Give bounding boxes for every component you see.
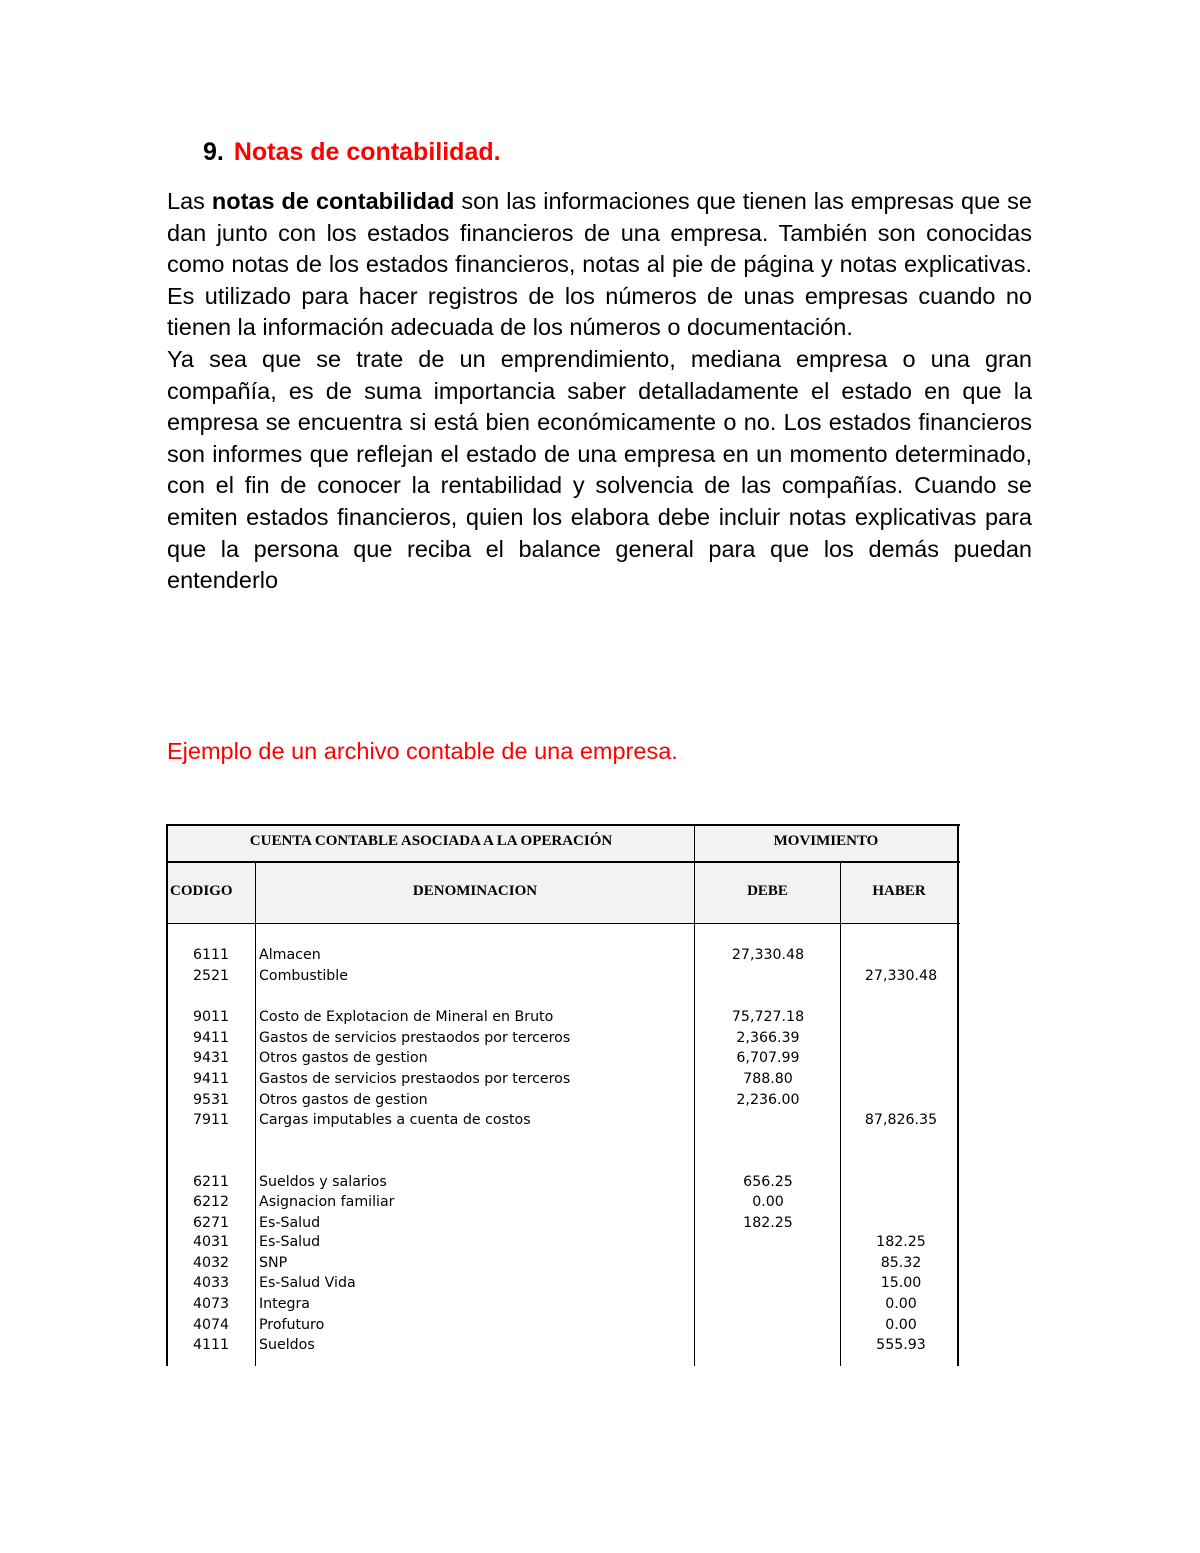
row-15-codigo: 4073 <box>192 1296 230 1312</box>
paragraph-1 <box>167 186 1032 344</box>
row-13-denominacion: SNP <box>259 1255 288 1271</box>
row-4-codigo: 9411 <box>192 1030 230 1046</box>
column-header-denominacion: DENOMINACION <box>412 883 538 899</box>
row-11-debe: 182.25 <box>743 1215 793 1231</box>
section-heading <box>203 138 501 167</box>
row-3-codigo: 9011 <box>192 1009 230 1025</box>
row-15-haber: 0.00 <box>885 1296 917 1312</box>
row-12-haber: 182.25 <box>876 1234 926 1250</box>
row-12-codigo: 4031 <box>192 1234 230 1250</box>
row-14-denominacion: Es-Salud Vida <box>259 1275 356 1291</box>
row-13-haber: 85.32 <box>880 1255 922 1271</box>
table-top-border <box>166 824 960 826</box>
row-2-haber: 27,330.48 <box>864 968 938 984</box>
column-header-debe: DEBE <box>747 883 788 899</box>
row-5-codigo: 9431 <box>192 1050 230 1066</box>
row-4-debe: 2,366.39 <box>736 1030 800 1046</box>
row-8-codigo: 7911 <box>192 1112 230 1128</box>
row-9-denominacion: Sueldos y salarios <box>259 1174 387 1190</box>
row-5-debe: 6,707.99 <box>736 1050 800 1066</box>
row-10-debe: 0.00 <box>752 1194 784 1210</box>
row-8-haber: 87,826.35 <box>864 1112 938 1128</box>
row-7-denominacion: Otros gastos de gestion <box>259 1092 428 1108</box>
section-number: 9. <box>203 138 224 166</box>
row-2-codigo: 2521 <box>192 968 230 984</box>
row-16-codigo: 4074 <box>192 1317 230 1333</box>
row-3-denominacion: Costo de Explotacion de Mineral en Bruto <box>259 1009 554 1025</box>
row-6-debe: 788.80 <box>743 1071 793 1087</box>
codigo-column-divider <box>255 862 256 1366</box>
row-1-debe: 27,330.48 <box>731 947 805 963</box>
column-header-haber: HABER <box>872 883 926 899</box>
row-6-codigo: 9411 <box>192 1071 230 1087</box>
paragraph-1-bold-term: notas de contabilidad <box>211 188 455 214</box>
debe-column-divider <box>694 824 695 1366</box>
row-1-denominacion: Almacen <box>259 947 321 963</box>
row-2-denominacion: Combustible <box>259 968 348 984</box>
paragraph-1-rest: son las informaciones que tienen las empresas que se dan junto con los estados financieros de una empresa. También son conocidas como notas de los estados financieros, notas al pie de página y notas explicativas. Es utilizado para hacer registros de los números de unas empresas cuando no tienen la información adecuada de los números o documentación. <box>167 188 1033 341</box>
row-10-denominacion: Asignacion familiar <box>259 1194 395 1210</box>
row-11-denominacion: Es-Salud <box>259 1215 321 1231</box>
row-14-codigo: 4033 <box>192 1275 230 1291</box>
group-header-movimiento: MOVIMIENTO <box>773 833 879 849</box>
row-8-denominacion: Cargas imputables a cuenta de costos <box>259 1112 531 1128</box>
body-text <box>167 186 1032 597</box>
accounting-table <box>166 824 960 1366</box>
row-11-codigo: 6271 <box>192 1215 230 1231</box>
row-1-codigo: 6111 <box>192 947 230 963</box>
row-3-debe: 75,727.18 <box>731 1009 805 1025</box>
row-7-debe: 2,236.00 <box>736 1092 800 1108</box>
row-16-haber: 0.00 <box>885 1317 917 1333</box>
row-17-denominacion: Sueldos <box>259 1337 315 1353</box>
row-6-denominacion: Gastos de servicios prestaodos por terceros <box>259 1071 571 1087</box>
row-4-denominacion: Gastos de servicios prestaodos por terceros <box>259 1030 571 1046</box>
row-12-denominacion: Es-Salud <box>259 1234 321 1250</box>
row-14-haber: 15.00 <box>880 1275 922 1291</box>
row-13-codigo: 4032 <box>192 1255 230 1271</box>
row-10-codigo: 6212 <box>192 1194 230 1210</box>
row-17-codigo: 4111 <box>192 1337 230 1353</box>
row-7-codigo: 9531 <box>192 1092 230 1108</box>
section-title: Notas de contabilidad. <box>233 138 501 166</box>
paragraph-1-lead: Las <box>167 188 212 214</box>
column-header-codigo: CODIGO <box>170 883 233 899</box>
table-left-border <box>166 824 168 1366</box>
row-9-debe: 656.25 <box>743 1174 793 1190</box>
row-9-codigo: 6211 <box>192 1174 230 1190</box>
example-title: Ejemplo de un archivo contable de una empresa. <box>167 738 678 764</box>
row-16-denominacion: Profuturo <box>259 1317 325 1333</box>
row-5-denominacion: Otros gastos de gestion <box>259 1050 428 1066</box>
row-15-denominacion: Integra <box>259 1296 311 1312</box>
paragraph-2: Ya sea que se trate de un emprendimiento, mediana empresa o una gran compañía, es de suma importancia saber detalladamente el estado en que la empresa se encuentra si está bien económicamente o no. Los estados financieros son informes que reflejan el estado de una empresa en un momento determinado, con el fin de conocer la rentabilidad y solvencia de las compañías. Cuando se emiten estados financieros, quien los elabora debe incluir notas explicativas para que la persona que reciba el balance general para que los demás puedan entenderlo <box>167 345 1032 594</box>
row-17-haber: 555.93 <box>876 1337 926 1353</box>
group-header-cuenta: CUENTA CONTABLE ASOCIADA A LA OPERACIÓN <box>249 833 613 849</box>
haber-column-divider <box>840 862 841 1366</box>
